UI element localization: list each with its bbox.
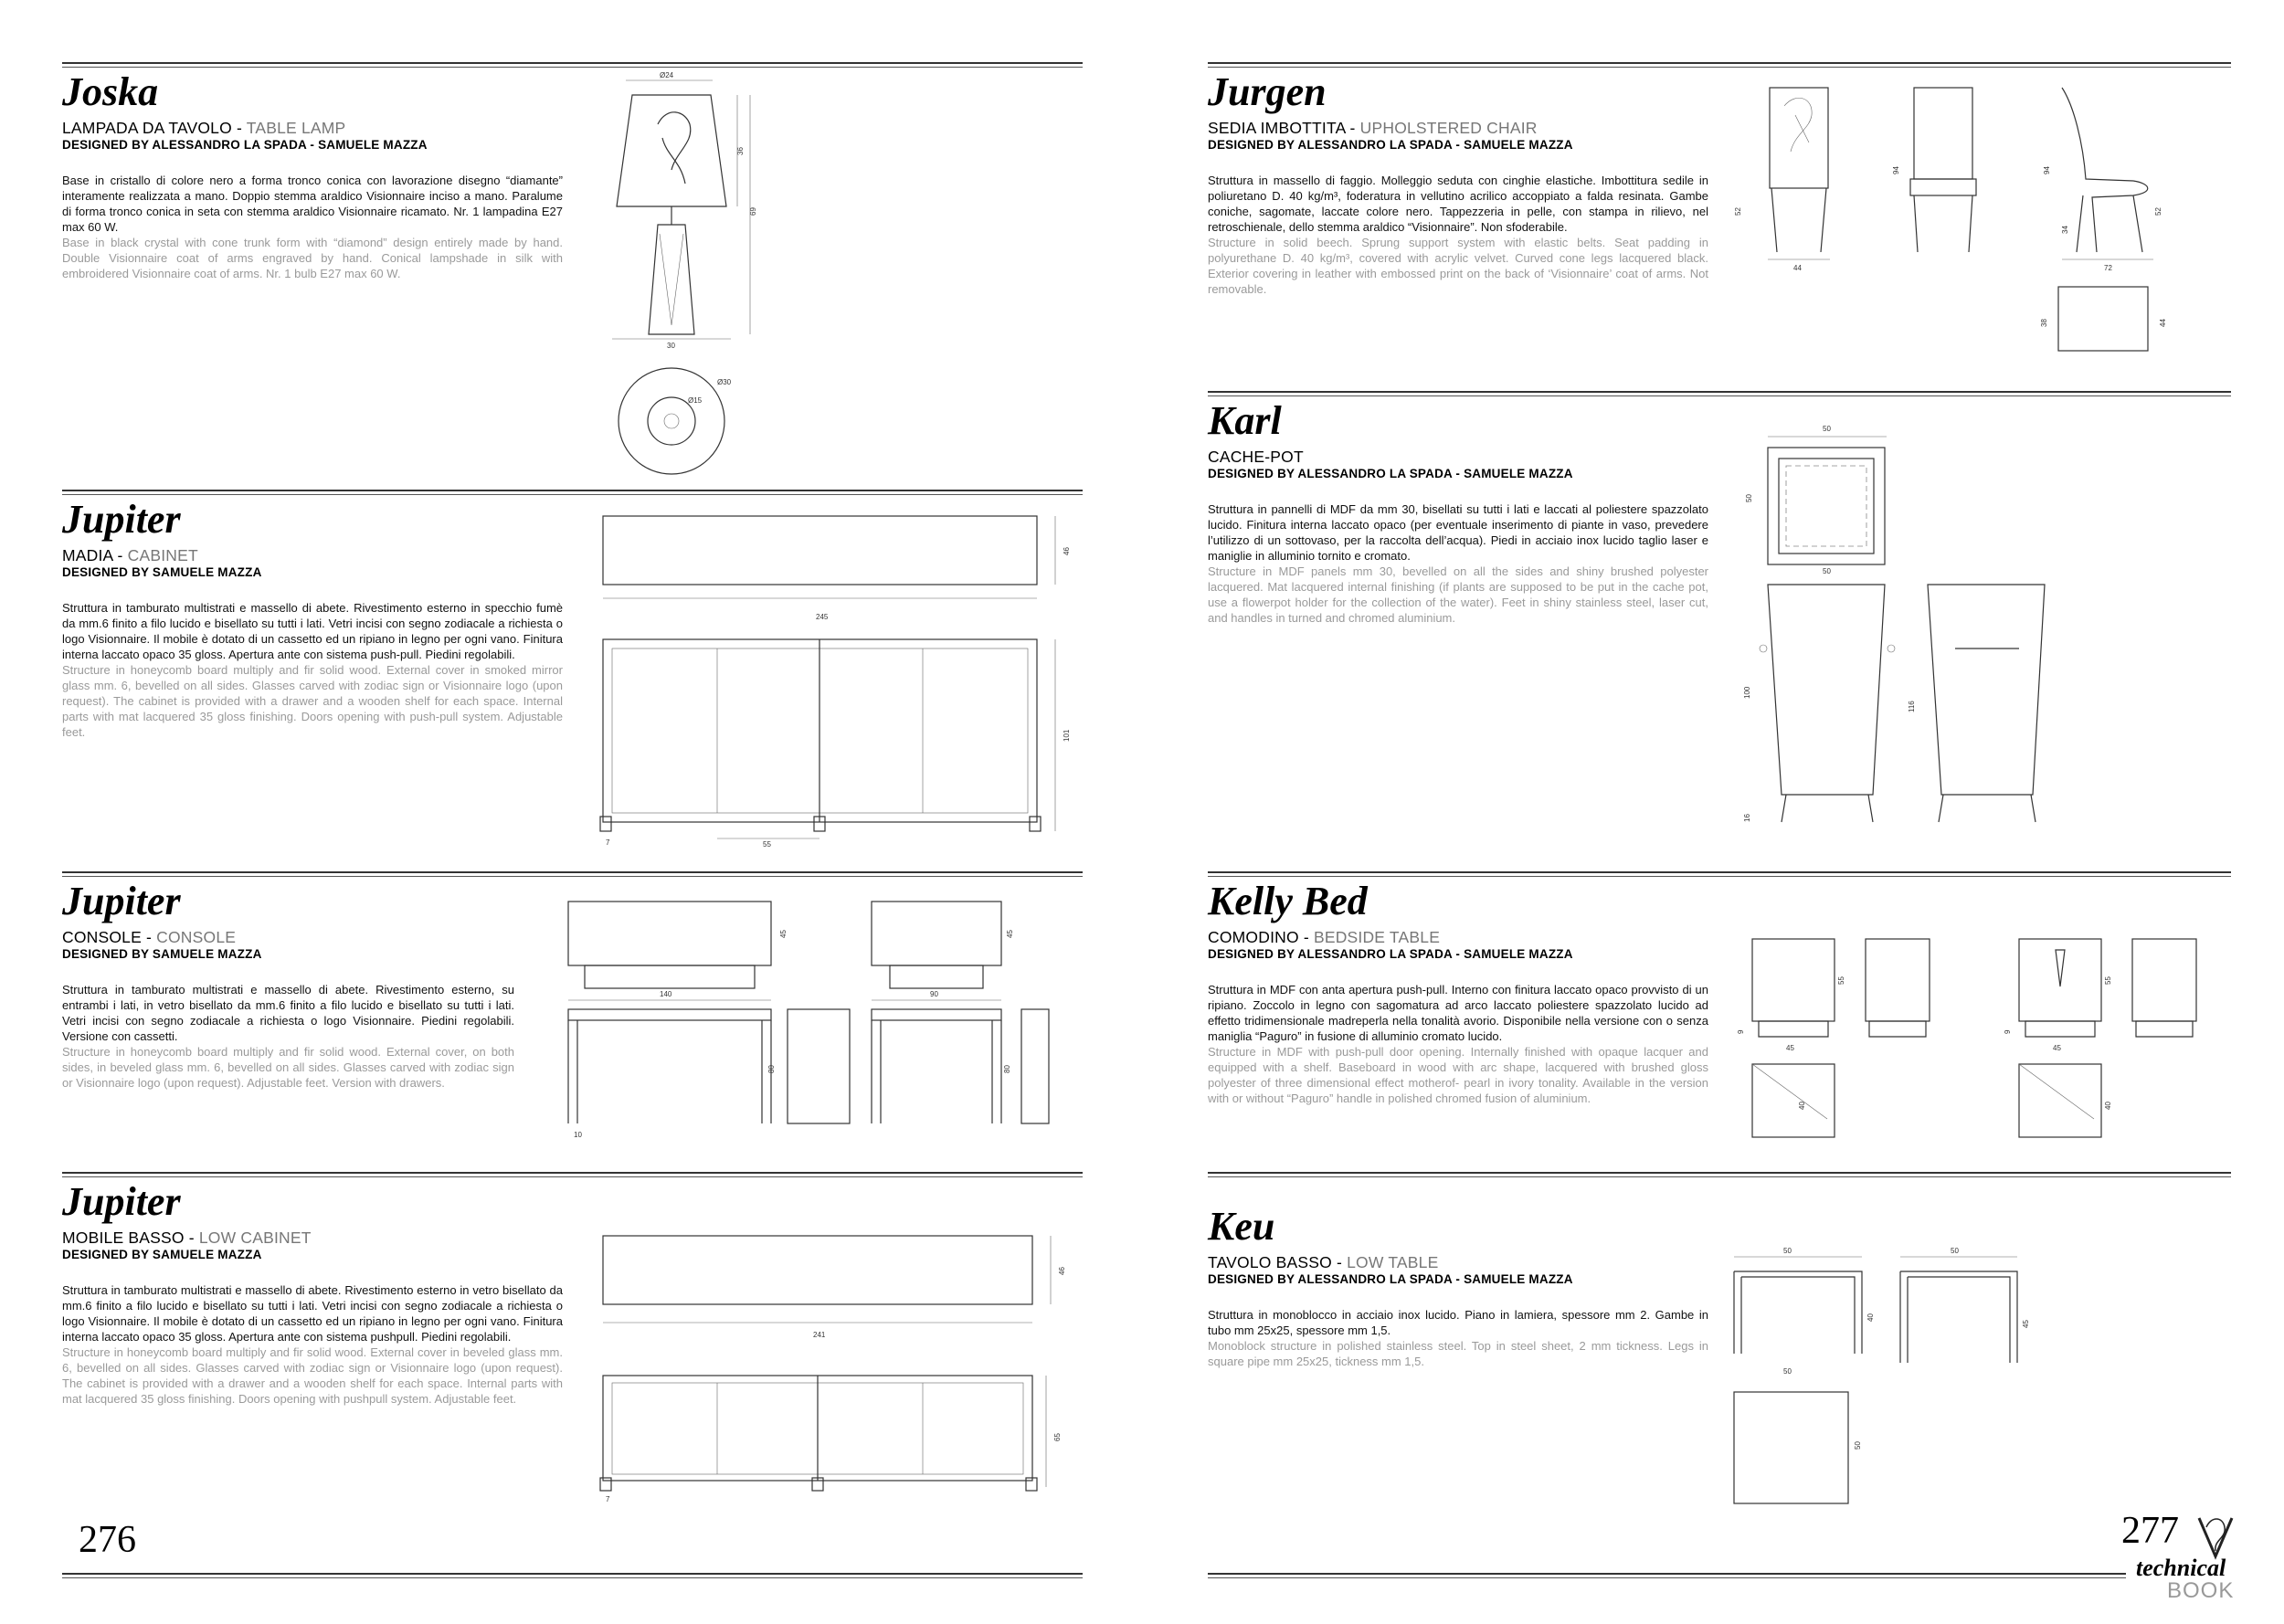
svg-text:80: 80 bbox=[767, 1065, 776, 1073]
kelly-bed-drawing bbox=[1736, 932, 2211, 1151]
svg-text:Ø30: Ø30 bbox=[717, 378, 732, 386]
karl-drawing bbox=[1731, 420, 2078, 849]
product-jupiter-low-cabinet bbox=[62, 1181, 563, 1407]
svg-text:40: 40 bbox=[1798, 1102, 1806, 1110]
description-it: Struttura in MDF con anta apertura push-pull. Interno con finitura laccato opaco provvisto di un ripiano. Zoccolo in legno con sagomatura ad arco laccato poliestere spazzolato lucido ad effetto tridimensionale madreperla nella tonalità avorio. Disponibile nella versione con o senza maniglia “Paguro” in fusione di alluminio cromato lucido. bbox=[1208, 983, 1708, 1043]
svg-text:245: 245 bbox=[816, 613, 829, 621]
svg-text:55: 55 bbox=[2104, 976, 2112, 985]
description-it: Struttura in massello di faggio. Molleggio seduta con cinghie elastiche. Imbottitura sedile in poliuretano D. 40 kg/m³, foderatura in vellutino acrilico accoppiato a falda resinata. Gambe coniche, sagomate, laccate colore nero. Tappezzeria in pelle, con stampa in rilievo, nel retroschienale, dello stemma araldico “Visionnaire”. Non sfoderabile. bbox=[1208, 174, 1708, 234]
description-it: Base in cristallo di colore nero a forma tronco conica con lavorazione disegno “diamante” interamente realizzata a mano. Doppio stemma araldico Visionnaire inciso a mano. Paralume di forma tronco conica in seta con stemma araldico Visionnaire ricamato. Nr. 1 lampadina E27 max 60 W. bbox=[62, 174, 563, 234]
svg-text:116: 116 bbox=[1908, 701, 1916, 712]
svg-text:55: 55 bbox=[763, 840, 771, 849]
product-type: TAVOLO BASSO - LOW TABLE bbox=[1208, 1253, 1439, 1271]
svg-text:50: 50 bbox=[1854, 1441, 1862, 1450]
product-title: Karl bbox=[1208, 398, 1282, 443]
svg-text:Ø24: Ø24 bbox=[660, 71, 674, 79]
jupiter-console-drawing bbox=[557, 891, 1051, 1155]
svg-text:7: 7 bbox=[606, 838, 610, 847]
description-en: Base in black crystal with cone trunk form with “diamond” design entirely made by hand. Double Visionnaire coat of arms engraved by hand. Conical lampshade in silk with embroidered Visionnaire coat of arms. Nr. 1 bulb E27 max 60 W. bbox=[62, 236, 563, 280]
product-title: Joska bbox=[62, 69, 159, 114]
svg-text:36: 36 bbox=[736, 147, 745, 155]
svg-text:9: 9 bbox=[2004, 1029, 2012, 1034]
svg-text:72: 72 bbox=[2104, 264, 2112, 272]
product-designer: DESIGNED BY ALESSANDRO LA SPADA - SAMUELE MAZZA bbox=[1208, 1272, 1573, 1286]
svg-text:50: 50 bbox=[1951, 1247, 1959, 1255]
svg-text:50: 50 bbox=[1823, 567, 1831, 575]
product-title: Jupiter bbox=[62, 497, 181, 542]
svg-text:69: 69 bbox=[749, 207, 757, 216]
svg-text:52: 52 bbox=[1734, 207, 1742, 216]
brand-technical: technical bbox=[2136, 1555, 2226, 1581]
product-jurgen bbox=[1208, 71, 1708, 297]
product-joska bbox=[62, 71, 563, 281]
svg-text:80: 80 bbox=[1003, 1065, 1011, 1073]
svg-text:Ø15: Ø15 bbox=[688, 396, 703, 405]
product-jupiter-console bbox=[62, 881, 514, 1091]
svg-text:45: 45 bbox=[1786, 1044, 1794, 1052]
svg-text:34: 34 bbox=[2061, 226, 2069, 234]
svg-text:45: 45 bbox=[2022, 1320, 2030, 1328]
product-kelly-bed bbox=[1208, 881, 1708, 1106]
product-designer: DESIGNED BY SAMUELE MAZZA bbox=[62, 1248, 262, 1261]
jurgen-drawing bbox=[1731, 79, 2215, 371]
product-jupiter-cabinet bbox=[62, 499, 563, 740]
description-en: Structure in solid beech. Sprung support system with elastic belts. Seat padding in polyurethane D. 40 kg/m³, covered with acrylic velvet. Curved cone legs lacquered black. Exterior covering in leather with embossed print on the back of ‘Visionnaire’ coat of arms. Not removable. bbox=[1208, 236, 1708, 296]
description-en: Structure in MDF panels mm 30, bevelled on all the sides and shiny brushed polyester lacquered. Mat lacquered internal finishing (if plants are supposed to be put in the cache pot, use a flowerpot holder for the collection of the water). Feet in shiny stainless steel, laser cut, and handles in turned and chromed aluminium. bbox=[1208, 564, 1708, 625]
section-rule bbox=[62, 62, 1083, 64]
product-type: MOBILE BASSO - LOW CABINET bbox=[62, 1229, 312, 1247]
svg-text:46: 46 bbox=[1058, 1267, 1066, 1275]
section-rule bbox=[62, 871, 1083, 873]
product-type: CACHE-POT bbox=[1208, 448, 1304, 466]
svg-text:40: 40 bbox=[1866, 1313, 1875, 1322]
svg-text:45: 45 bbox=[2053, 1044, 2061, 1052]
svg-text:94: 94 bbox=[1892, 166, 1900, 174]
svg-text:38: 38 bbox=[2040, 319, 2048, 327]
svg-text:45: 45 bbox=[779, 930, 788, 938]
product-keu bbox=[1208, 1206, 1708, 1369]
svg-text:241: 241 bbox=[813, 1331, 826, 1339]
svg-text:100: 100 bbox=[1743, 686, 1751, 699]
svg-text:7: 7 bbox=[606, 1495, 610, 1503]
description-it: Struttura in tamburato multistrati e massello di abete. Rivestimento esterno in specchio fumè da mm.6 finito a filo lucido e bisellato su tutti i lati. Vetri incisi con segno zodiacale a richiesta o logo Visionnaire. Il mobile è dotato di un cassetto ed un ripiano in legno per ogni vano. Finitura interna laccato opaco 35 gloss. Apertura ante con sistema push-pull. Piedini regolabili. bbox=[62, 601, 563, 661]
svg-text:94: 94 bbox=[2043, 166, 2051, 174]
svg-text:140: 140 bbox=[660, 990, 672, 998]
joska-drawing bbox=[594, 69, 767, 480]
product-type: SEDIA IMBOTTITA - UPHOLSTERED CHAIR bbox=[1208, 119, 1538, 137]
keu-drawing bbox=[1727, 1244, 2037, 1509]
product-title: Keu bbox=[1208, 1204, 1275, 1249]
section-rule bbox=[1208, 1172, 2231, 1174]
description-it: Struttura in tamburato multistrati e massello di abete. Rivestimento esterno, su entrambi i lati, in vetro bisellato da mm.6 finito a filo lucido e bisellato su tutti i lati. Vetri incisi con segno zodiacale a richiesta o logo Visionnaire. Piedini regolabili. Versione con cassetti. bbox=[62, 983, 514, 1043]
product-title: Jupiter bbox=[62, 879, 181, 923]
svg-text:65: 65 bbox=[1053, 1433, 1062, 1441]
product-karl bbox=[1208, 400, 1708, 626]
description-en: Structure in MDF with push-pull door opening. Internally finished with opaque lacquer and equipped with a shelf. Baseboard in wood with arc shape, lacquered with brushed gloss polyester of three dimensional effect motherof- pearl in ivory tonality. Available in the version with or without “Paguro” handle in polished chromed fusion of aluminium. bbox=[1208, 1045, 1708, 1105]
description-en: Structure in honeycomb board multiply and fir solid wood. External cover in smoked mirror glass mm. 6, bevelled on all sides. Glasses carved with zodiac sign or Visionnaire logo (upon request). The cabinet is provided with a drawer and a wooden shelf for each space. Internal parts with mat lacquered 35 gloss finishing. Doors opening with push-pull system. Adjustable feet. bbox=[62, 663, 563, 739]
section-rule bbox=[1208, 871, 2231, 873]
brand-book: BOOK bbox=[2167, 1578, 2235, 1603]
description-it: Struttura in pannelli di MDF da mm 30, bisellati su tutti i lati e laccati al poliestere spazzolato lucido. Finitura interna laccato opaco (per eventuale inserimento di piante in vaso, prevedere l’utilizzo di un sottovaso, per la raccolta dell’acqua). Piedi in acciaio inox lucido taglio laser e maniglie in alluminio tornito e cromato. bbox=[1208, 502, 1708, 563]
description-it: Struttura in tamburato multistrati e massello di abete. Rivestimento esterno in vetro bisellato da mm.6 finito a filo lucido e bisellato su tutti i lati. Vetri incisi con segno zodiacale a richiesta o logo Visionnaire. Il mobile è dotato di un cassetto ed un ripiano in legno per ogni vano. Finitura interna laccato opaco 35 gloss. Apertura ante con sistema pushpull. Piedini regolabili. bbox=[62, 1283, 563, 1344]
product-type: MADIA - CABINET bbox=[62, 546, 198, 564]
svg-text:50: 50 bbox=[1783, 1367, 1792, 1376]
product-type: COMODINO - BEDSIDE TABLE bbox=[1208, 928, 1441, 946]
svg-text:101: 101 bbox=[1063, 729, 1071, 742]
page-number-right: 277 bbox=[2121, 1510, 2179, 1552]
svg-text:10: 10 bbox=[574, 1131, 582, 1139]
jupiter-cabinet-drawing bbox=[598, 511, 1092, 849]
svg-text:16: 16 bbox=[1743, 814, 1751, 822]
svg-text:50: 50 bbox=[1745, 494, 1753, 502]
product-type: CONSOLE - CONSOLE bbox=[62, 928, 237, 946]
product-designer: DESIGNED BY SAMUELE MAZZA bbox=[62, 947, 262, 961]
svg-text:50: 50 bbox=[1783, 1247, 1792, 1255]
product-title: Jurgen bbox=[1208, 69, 1327, 114]
product-designer: DESIGNED BY SAMUELE MAZZA bbox=[62, 565, 262, 579]
svg-text:55: 55 bbox=[1837, 976, 1845, 985]
section-rule bbox=[1208, 1573, 2126, 1575]
svg-text:52: 52 bbox=[2154, 207, 2162, 216]
description-en: Structure in honeycomb board multiply and fir solid wood. External cover in beveled glass mm. 6, bevelled on all sides. Glasses carved with zodiac sign or Visionnaire logo (upon request). The cabinet is provided with a drawer and a wooden shelf for each space. Internal parts with mat lacquered 35 gloss finishing. Doors opening with pushpull system. Adjustable feet. bbox=[62, 1345, 563, 1406]
product-type: LAMPADA DA TAVOLO - TABLE LAMP bbox=[62, 119, 346, 137]
product-designer: DESIGNED BY ALESSANDRO LA SPADA - SAMUELE MAZZA bbox=[1208, 947, 1573, 961]
svg-text:44: 44 bbox=[1793, 264, 1802, 272]
description-en: Monoblock structure in polished stainless steel. Top in steel sheet, 2 mm tickness. Legs in square pipe mm 25x25, tickness mm 1,5. bbox=[1208, 1339, 1708, 1368]
svg-text:30: 30 bbox=[667, 342, 675, 350]
product-designer: DESIGNED BY ALESSANDRO LA SPADA - SAMUELE MAZZA bbox=[1208, 138, 1573, 152]
jupiter-low-drawing bbox=[598, 1231, 1092, 1505]
svg-text:50: 50 bbox=[1823, 425, 1831, 433]
section-rule bbox=[62, 1172, 1083, 1174]
svg-text:9: 9 bbox=[1737, 1029, 1745, 1034]
svg-text:45: 45 bbox=[1006, 930, 1014, 938]
page-number-left: 276 bbox=[79, 1519, 136, 1561]
section-rule bbox=[1208, 391, 2231, 393]
product-title: Kelly Bed bbox=[1208, 879, 1368, 923]
product-designer: DESIGNED BY ALESSANDRO LA SPADA - SAMUELE MAZZA bbox=[62, 138, 428, 152]
svg-text:90: 90 bbox=[930, 990, 938, 998]
section-rule bbox=[62, 490, 1083, 491]
svg-text:44: 44 bbox=[2159, 319, 2167, 327]
svg-text:46: 46 bbox=[1063, 547, 1071, 555]
svg-text:40: 40 bbox=[2104, 1102, 2112, 1110]
description-it: Struttura in monoblocco in acciaio inox lucido. Piano in lamiera, spessore mm 2. Gambe in tubo mm 25x25, spessore mm 1,5. bbox=[1208, 1308, 1708, 1337]
product-designer: DESIGNED BY ALESSANDRO LA SPADA - SAMUELE MAZZA bbox=[1208, 467, 1573, 480]
description-en: Structure in honeycomb board multiply and fir solid wood. External cover, on both sides, in beveled glass mm. 6, bevelled on all sides. Glasses carved with zodiac sign or Visionnaire logo (upon request). Adjustable feet. Version with drawers. bbox=[62, 1045, 514, 1090]
section-rule bbox=[1208, 62, 2231, 64]
product-title: Jupiter bbox=[62, 1179, 181, 1224]
section-rule bbox=[62, 1573, 1083, 1575]
